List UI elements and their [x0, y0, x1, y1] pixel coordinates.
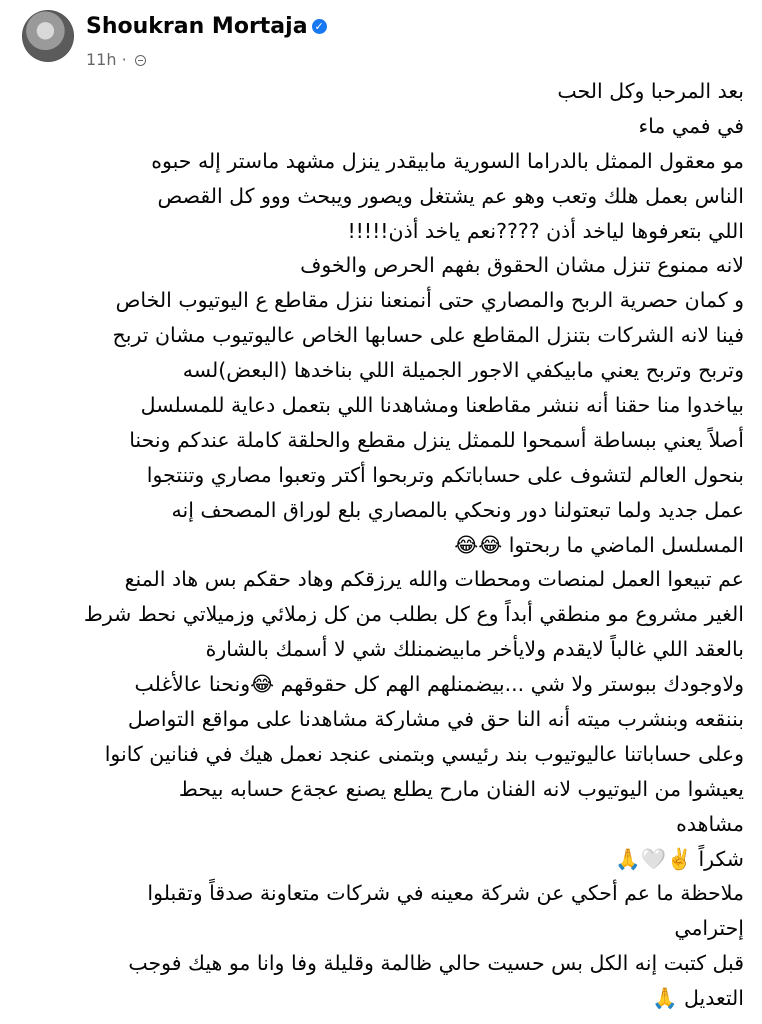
post-text-line: في فمي ماء	[638, 113, 744, 138]
meta-separator: ·	[121, 50, 127, 69]
post-text-line: المسلسل الماضي ما ربحتوا 😂😂	[454, 532, 744, 557]
post-text-line: يعيشوا من اليوتيوب لانه الفنان مارح يطلع يصنع عجةع حسابه بيحط	[178, 776, 744, 801]
avatar[interactable]	[22, 10, 74, 62]
post-text-line: أصلاً يعني ببساطة أسمحوا للممثل ينزل مقطع والحلقة كاملة عندكم ونحنا	[129, 427, 744, 452]
post-meta	[86, 50, 146, 69]
post-text-line: قبل كتبت إنه الكل بس حسيت حالي ظالمة وقليلة وفا وانا مو هيك فوجب	[128, 951, 744, 976]
post-text-line: الناس بعمل هلك وتعب وهو عم يشتغل ويصور ويبحث ووو كل القصص	[157, 183, 744, 208]
author-name[interactable]: Shoukran Mortaja	[86, 14, 308, 39]
post-text	[18, 74, 744, 1024]
post-text-line: بعد المرحبا وكل الحب	[557, 79, 744, 103]
post-time[interactable]: 11h	[86, 50, 117, 69]
post-text-line: وعلى حساباتنا عاليوتيوب بند رئيسي وبتمنى عنجد نعمل هيك في فنانين كانوا	[104, 741, 744, 766]
post-text-line: لانه ممنوع تنزل مشان الحقوق بفهم الحرص والخوف	[300, 253, 744, 278]
post-text-line: شكراً ✌️🤍🙏	[615, 846, 744, 871]
post-text-line: وتربح وتربح يعني مابيكفي الاجور الجميلة اللي بناخدها (البعض)لسه	[182, 358, 744, 383]
post-text-line: اللي بتعرفوها لياخد أذن ????نعم ياخد أذن!!!!!	[347, 218, 744, 243]
post-text-line: بالعقد اللي غالباً لايقدم ولايأخر مابيضمنلك شي لا أسمك بالشارة	[205, 637, 744, 662]
post-header	[18, 8, 748, 72]
post-text-line: عمل جديد ولما تبعتولنا دور ونحكي بالمصاري بلع لوراق المصحف إنه	[171, 497, 744, 522]
post-text-line: مو معقول الممثل بالدراما السورية مابيقدر ينزل مشهد ماستر إله حبوه	[151, 148, 744, 173]
post-text-line: بننقعه وبنشرب ميته أنه النا حق في مشاركة مشاهدنا على مواقع التواصل	[127, 707, 744, 732]
post-text-line: و كمان حصرية الربح والمصاري حتى أنمنعنا ننزل مقاطع ع اليوتيوب الخاص	[115, 288, 744, 313]
post-text-line: الغير مشروع مو منطقي أبداً وع كل بطلب من كل زملائي وزميلاتي نحط شرط	[83, 602, 744, 627]
post-text-line: إحترامي	[674, 916, 744, 941]
post-text-line: بنحول العالم لتشوف على حساباتكم وتربحوا أكتر وتعبوا مصاري وتنتجوا	[146, 462, 744, 487]
globe-icon	[135, 55, 146, 66]
post-text-line: عم تبيعوا العمل لمنصات ومحطات والله يرزقكم وهاد حقكم بس هاد المنع	[124, 567, 744, 592]
verified-badge-icon: ✓	[312, 19, 327, 34]
post-text-line: فينا لانه الشركات بتنزل المقاطع على حسابها الخاص عاليوتيوب مشان تربح	[112, 323, 744, 348]
post-text-line: مشاهده	[676, 811, 744, 836]
post-text-line: ملاحظة ما عم أحكي عن شركة معينه في شركات متعاونة صدقاً وتقبلوا	[147, 881, 744, 906]
author-name-row	[86, 14, 327, 39]
post-text-line: ولاوجودك ببوستر ولا شي ...بيضمنلهم الهم كل حقوقهم 😂ونحنا عالأغلب	[134, 672, 744, 697]
post-text-line: بياخدوا منا حقنا أنه ننشر مقاطعنا ومشاهدنا اللي بتعمل دعاية للمسلسل	[140, 393, 744, 418]
post-text-line: التعديل 🙏	[651, 986, 744, 1011]
